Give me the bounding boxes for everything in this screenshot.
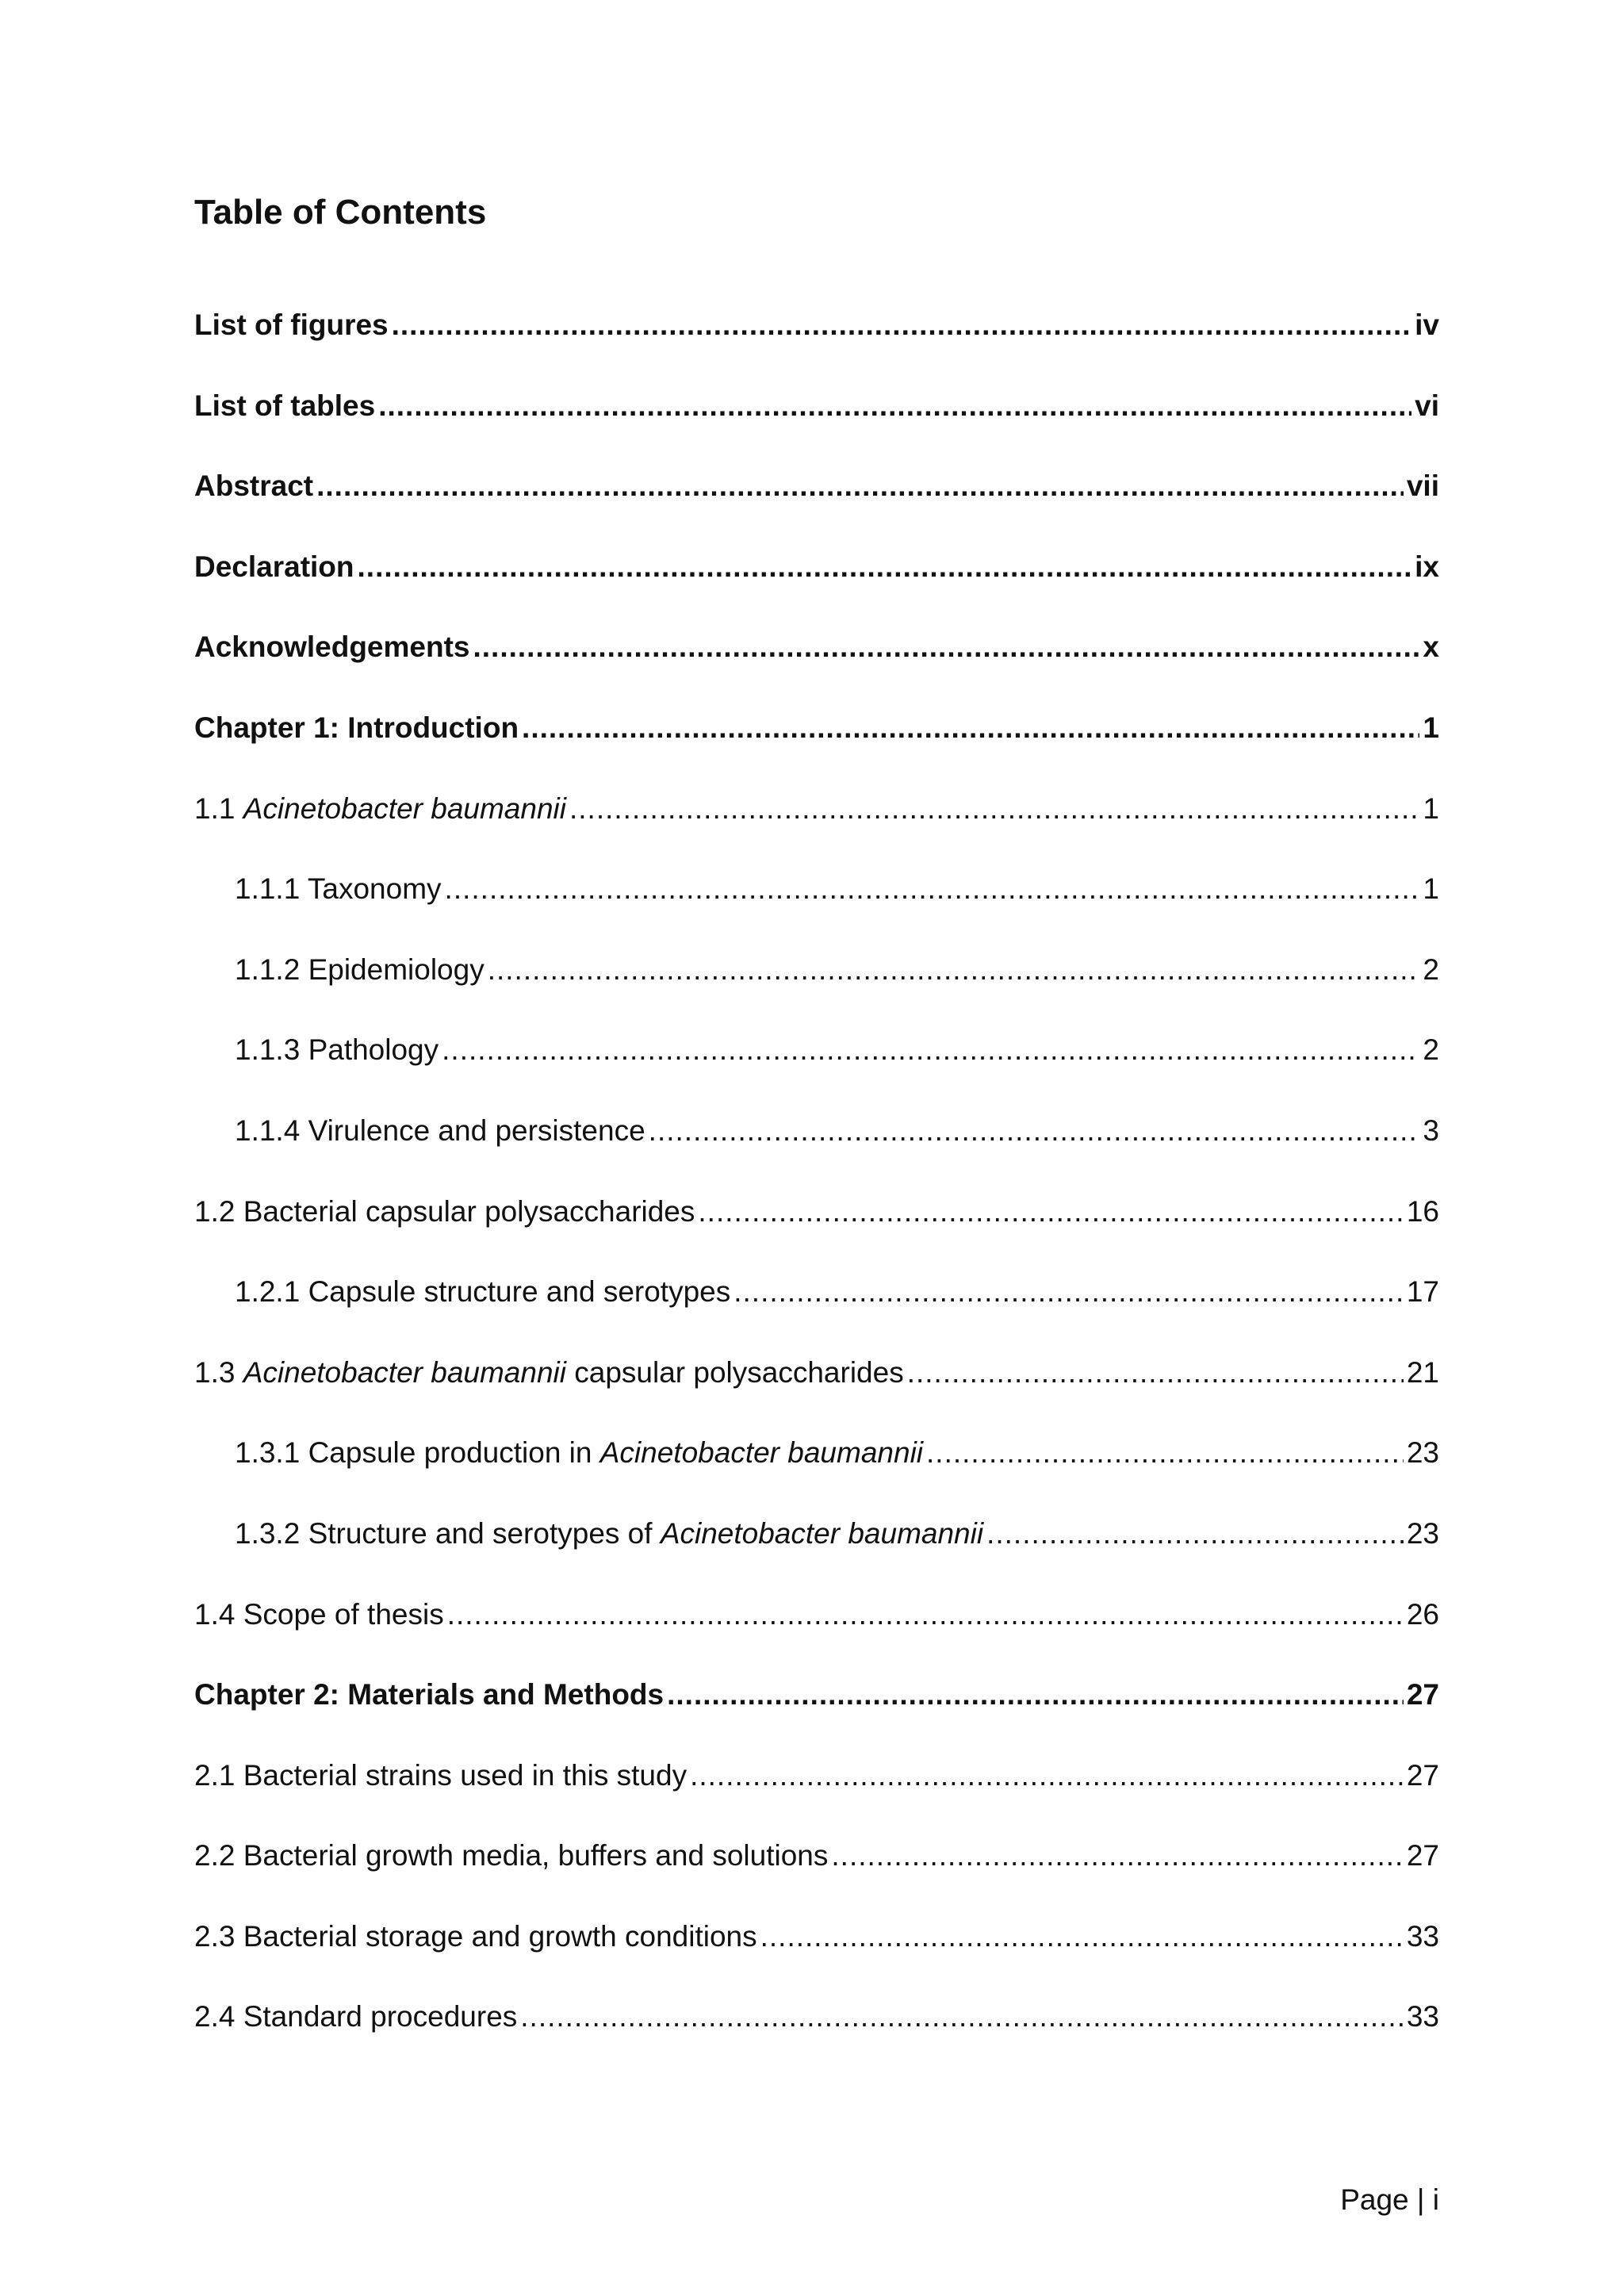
toc-entry-title-italic: Acinetobacter baumannii (660, 1516, 984, 1550)
toc-entry-page-number: 17 (1406, 1275, 1439, 1309)
toc-entry-page-number: ix (1415, 550, 1439, 583)
toc-entry-title: List of figures (194, 309, 389, 341)
toc-entry-title (194, 1355, 904, 1390)
dot-leader (378, 389, 1411, 424)
toc-entry-title: Chapter 2: Materials and Methods (194, 1678, 665, 1711)
toc-entry-page-number: 3 (1423, 1114, 1439, 1147)
toc-entry-title: 1.1.4 Virulence and persistence (235, 1114, 645, 1147)
toc-entry-title (194, 792, 566, 826)
toc-entry-page-number: 23 (1406, 1436, 1439, 1470)
toc-entry-page-number: x (1423, 631, 1439, 664)
toc-entry-page-number: vi (1415, 389, 1439, 422)
toc-entry-page-number: 27 (1406, 1678, 1439, 1711)
toc-entry[interactable] (194, 792, 1439, 872)
toc-entry-title-prefix: 1.3 (194, 1355, 243, 1389)
toc-list (194, 308, 1439, 2080)
toc-entry-title-italic: Acinetobacter baumannii (599, 1436, 924, 1470)
toc-entry-page-number: 27 (1406, 1758, 1439, 1792)
toc-entry-title-italic: Acinetobacter baumannii (243, 1355, 566, 1389)
toc-entry[interactable] (194, 872, 1439, 953)
dot-leader (445, 872, 1420, 907)
dot-leader (392, 308, 1412, 343)
dot-leader (667, 1677, 1404, 1712)
toc-entry-title: 1.1.1 Taxonomy (235, 872, 442, 906)
toc-entry-title: Chapter 1: Introduction (194, 711, 519, 744)
dot-leader (907, 1355, 1404, 1390)
dot-leader (690, 1758, 1404, 1793)
toc-entry-title: List of tables (194, 389, 376, 422)
toc-entry[interactable] (194, 1033, 1439, 1114)
toc-entry-title: 1.2 Bacterial capsular polysaccharides (194, 1194, 695, 1228)
toc-entry[interactable] (194, 1435, 1439, 1516)
toc-title: Table of Contents (194, 193, 487, 232)
toc-entry[interactable] (194, 1516, 1439, 1597)
toc-entry[interactable] (194, 550, 1439, 631)
toc-entry-page-number: 21 (1406, 1355, 1439, 1389)
toc-entry-title-suffix: capsular polysaccharides (565, 1355, 904, 1389)
toc-entry-title-prefix: 1.3.2 Structure and serotypes of (235, 1516, 661, 1550)
toc-entry-title-prefix: 1.1 (194, 792, 243, 825)
toc-entry[interactable] (194, 469, 1439, 550)
toc-entry-page-number: 33 (1406, 1919, 1439, 1953)
toc-entry-title: 1.4 Scope of thesis (194, 1597, 444, 1631)
toc-entry[interactable] (194, 1919, 1439, 2000)
toc-entry-title (235, 1435, 923, 1470)
dot-leader (698, 1194, 1403, 1229)
toc-entry-page-number: iv (1415, 309, 1439, 341)
toc-entry-title: 1.1.3 Pathology (235, 1033, 439, 1067)
dot-leader (316, 469, 1404, 504)
toc-entry-title: 1.2.1 Capsule structure and serotypes (235, 1275, 731, 1309)
toc-entry[interactable] (194, 1355, 1439, 1436)
dot-leader (473, 630, 1419, 665)
toc-entry[interactable] (194, 1838, 1439, 1919)
toc-entry-page-number: 16 (1406, 1194, 1439, 1228)
toc-entry-page-number: 23 (1406, 1516, 1439, 1550)
toc-entry-page-number: 1 (1423, 711, 1439, 744)
toc-entry-title: Declaration (194, 550, 354, 583)
dot-leader (831, 1838, 1403, 1873)
dot-leader (649, 1114, 1420, 1148)
toc-entry[interactable] (194, 1597, 1439, 1678)
toc-entry[interactable] (194, 1274, 1439, 1355)
toc-entry-title: 2.1 Bacterial strains used in this study (194, 1758, 688, 1792)
toc-entry-title-italic: Acinetobacter baumannii (243, 792, 566, 825)
dot-leader (358, 550, 1412, 585)
toc-entry-title: 1.1.2 Epidemiology (235, 953, 485, 986)
toc-entry-title: 2.2 Bacterial growth media, buffers and solutions (194, 1839, 829, 1872)
dot-leader (760, 1919, 1404, 1954)
toc-entry[interactable] (194, 1999, 1439, 2080)
toc-entry-title: Acknowledgements (194, 631, 470, 664)
toc-entry[interactable] (194, 308, 1439, 389)
toc-entry-title: 2.4 Standard procedures (194, 2000, 518, 2033)
dot-leader (986, 1516, 1404, 1551)
toc-entry-page-number: 1 (1423, 792, 1439, 825)
toc-entry-page-number: 26 (1406, 1597, 1439, 1631)
toc-entry[interactable] (194, 1758, 1439, 1839)
dot-leader (733, 1274, 1404, 1309)
toc-entry-page-number: 27 (1406, 1839, 1439, 1872)
toc-entry-title: Abstract (194, 470, 314, 503)
dot-leader (447, 1597, 1404, 1632)
dot-leader (569, 792, 1419, 826)
toc-entry-title: 2.3 Bacterial storage and growth conditions (194, 1919, 757, 1953)
dot-leader (488, 953, 1420, 987)
toc-entry-title (235, 1516, 983, 1551)
toc-entry-page-number: 2 (1423, 953, 1439, 986)
toc-entry[interactable] (194, 953, 1439, 1033)
toc-entry[interactable] (194, 389, 1439, 470)
dot-leader (522, 711, 1419, 746)
dot-leader (520, 1999, 1404, 2034)
toc-entry-page-number: 33 (1406, 2000, 1439, 2033)
toc-entry-title-prefix: 1.3.1 Capsule production in (235, 1436, 600, 1470)
toc-entry[interactable] (194, 1194, 1439, 1275)
toc-entry[interactable] (194, 1677, 1439, 1758)
toc-entry[interactable] (194, 1114, 1439, 1194)
page-number-footer: Page | i (1340, 2183, 1439, 2216)
toc-entry-page-number: vii (1406, 470, 1439, 503)
toc-entry-page-number: 2 (1423, 1033, 1439, 1067)
toc-entry-page-number: 1 (1423, 872, 1439, 906)
toc-entry[interactable] (194, 711, 1439, 792)
dot-leader (442, 1033, 1419, 1068)
dot-leader (926, 1435, 1404, 1470)
toc-entry[interactable] (194, 630, 1439, 711)
